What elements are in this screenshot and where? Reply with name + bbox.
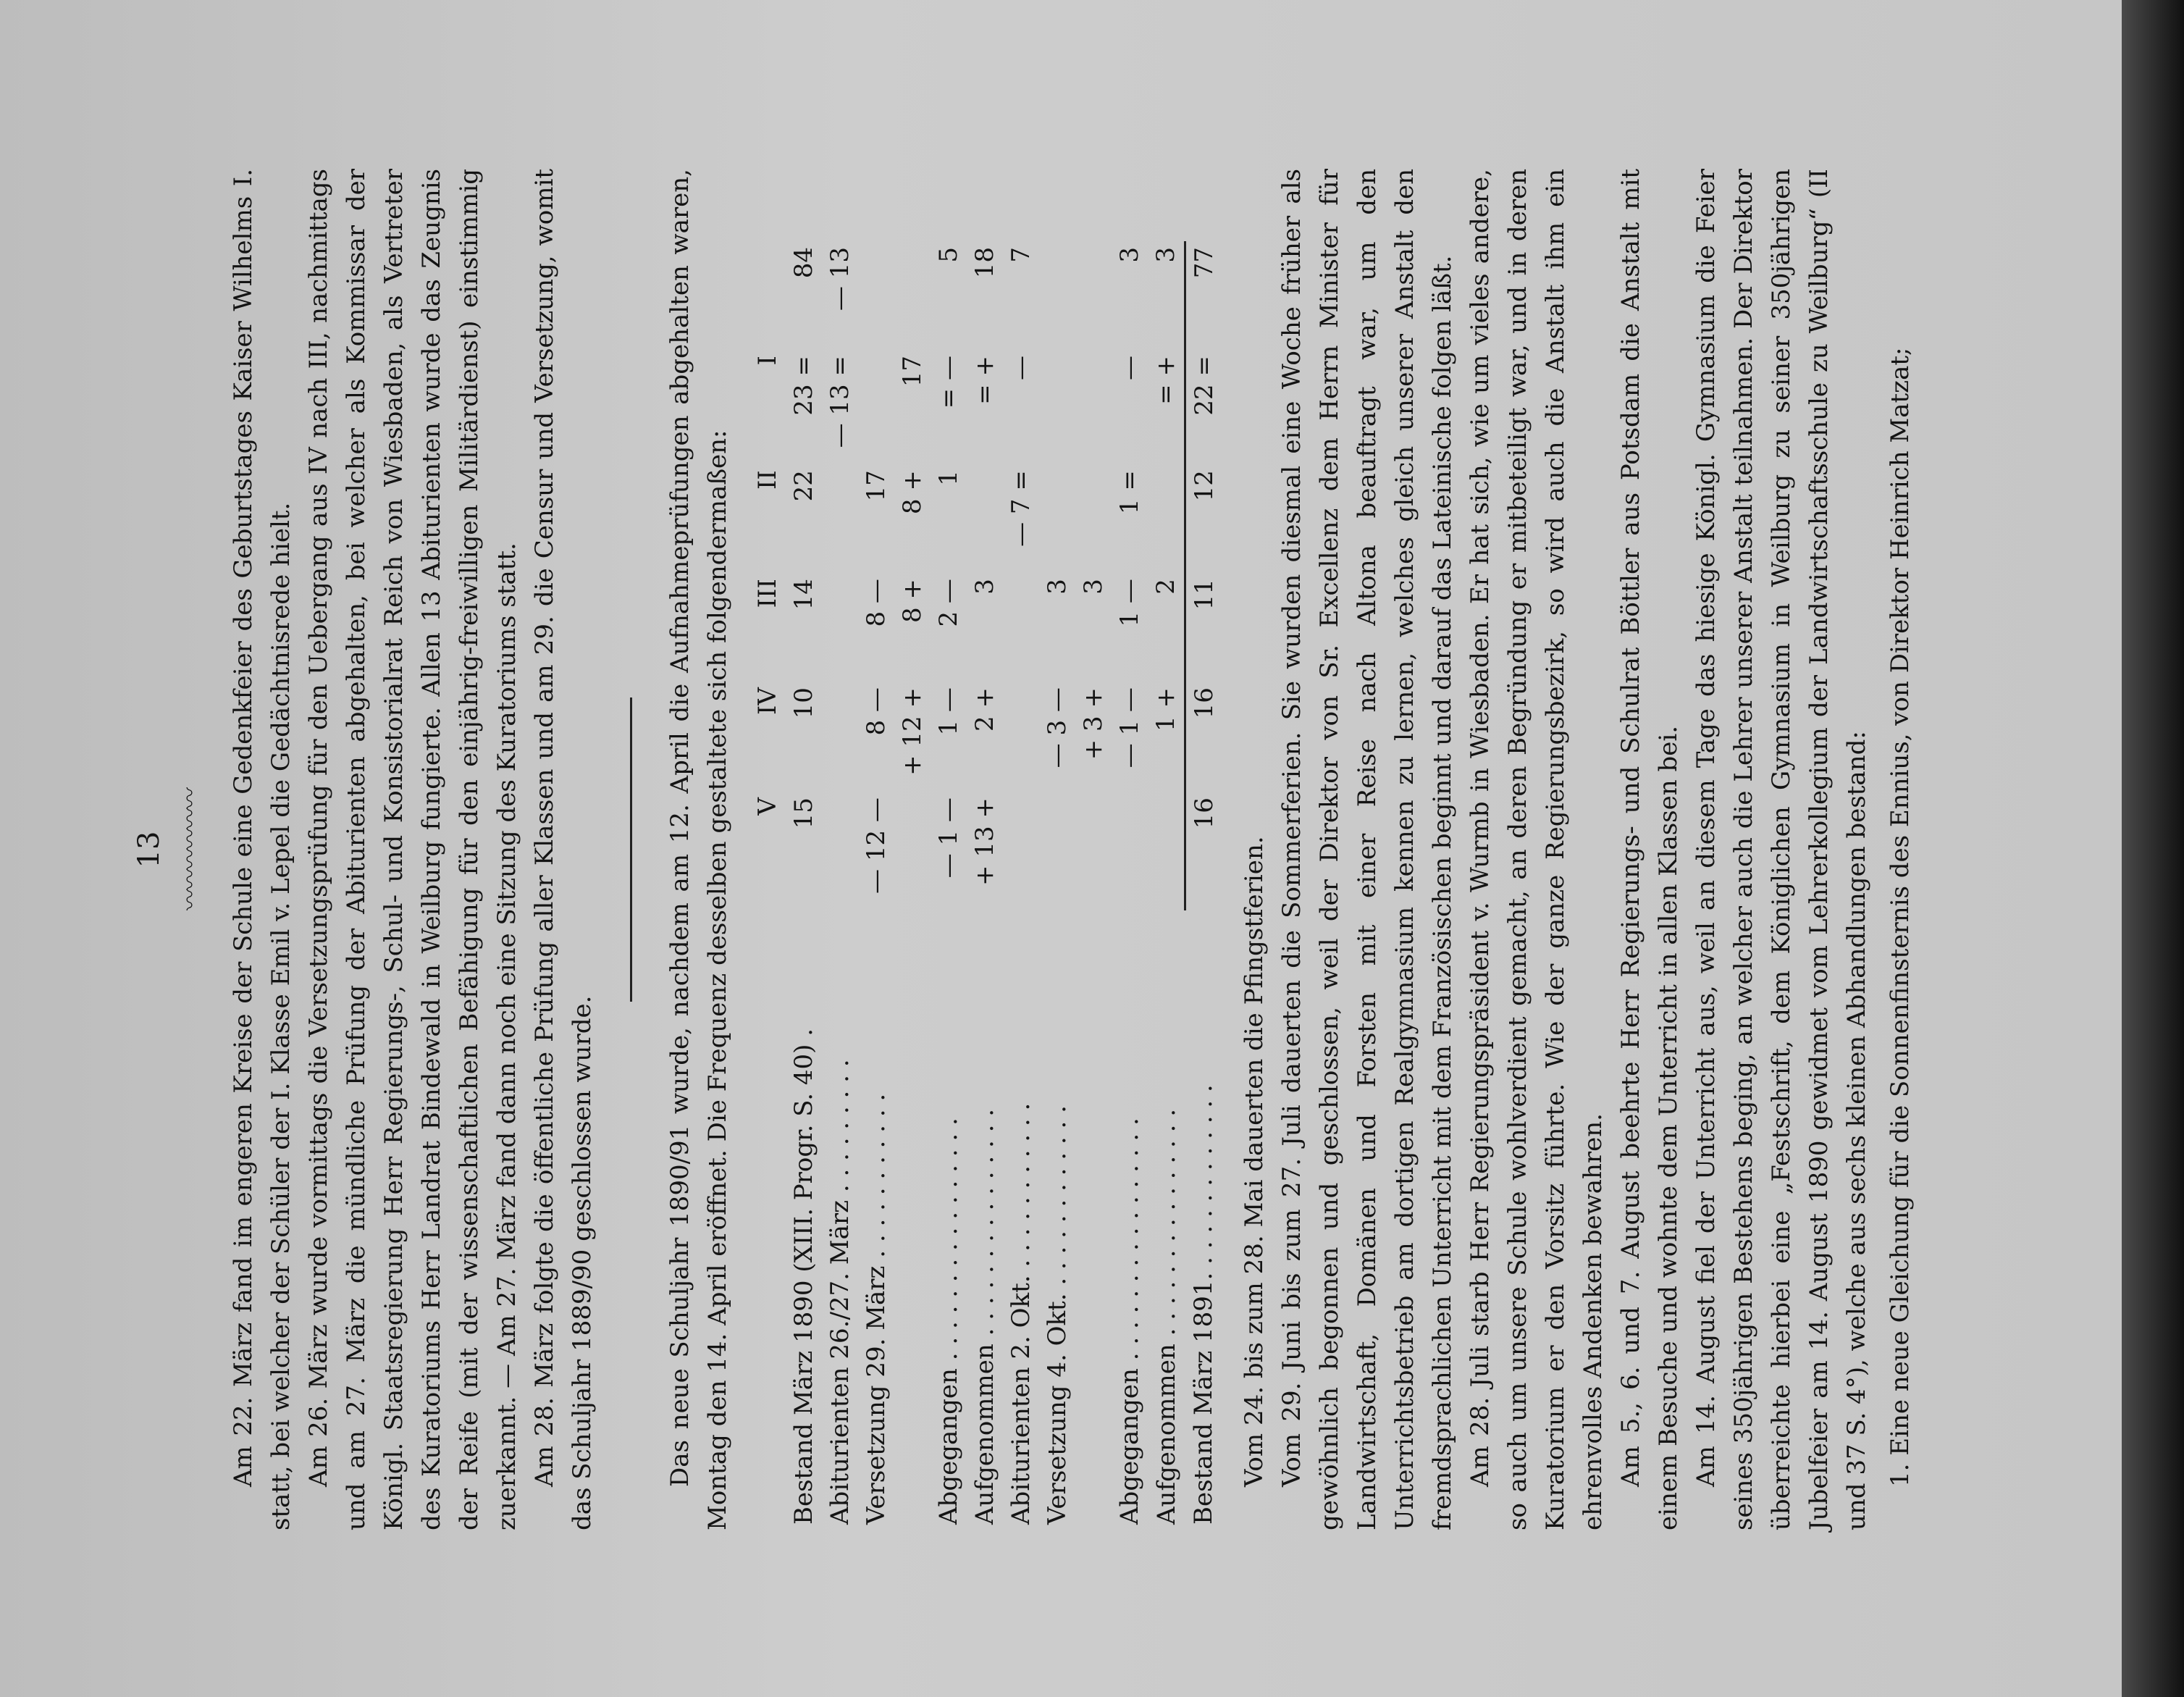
table-cell: — 1 —	[1115, 687, 1144, 768]
table-cell: 2 —	[934, 579, 963, 627]
table-cell: — 1 —	[934, 797, 963, 879]
table-cell: 1 —	[934, 687, 963, 736]
row-label: Abiturienten 2. Okt. . . . . . . . . . . .	[1007, 1102, 1036, 1525]
table-cell: 3	[1151, 247, 1180, 263]
table-header-cell	[749, 241, 786, 350]
table-cell: — 7 =	[1007, 470, 1036, 547]
table-cell: 2 +	[970, 687, 999, 732]
table-header-cell: II	[753, 470, 782, 490]
table-row	[1112, 241, 1148, 1530]
table-cell	[1039, 792, 1075, 910]
table-header-label	[749, 910, 786, 1530]
table-cell	[1075, 464, 1112, 573]
paragraph-boettler: Am 5., 6. und 7. August beehrte Herr Regierungs- und Schulrat Böttler aus Potsdam die Anstalt mit einem Besuche und wohnte dem Unterricht in allen Klassen bei.	[1616, 169, 1683, 1530]
table-cell: —	[1007, 356, 1036, 381]
table-cell	[858, 241, 894, 350]
table-cell: 16	[1185, 792, 1223, 910]
table-cell: 8 —	[862, 579, 891, 627]
row-label: Versetzung 4. Okt. . . . . . . . . . . . .	[1043, 1105, 1072, 1525]
table-cell: —	[1115, 356, 1144, 381]
table-cell: 11	[1185, 573, 1223, 682]
row-label	[894, 910, 931, 1530]
decorative-wave: 〰〰〰〰〰〰	[178, 789, 203, 910]
table-cell: — 13	[826, 247, 854, 311]
table-cell: 3	[1043, 579, 1072, 595]
table-cell: 1 —	[1115, 579, 1144, 627]
table-cell	[1039, 241, 1075, 350]
table-cell	[1003, 573, 1039, 682]
row-label: Bestand März 1891. . . . . . . . . . . . .	[1189, 1084, 1219, 1525]
table-cell: + 13 +	[970, 797, 999, 886]
table-cell	[1003, 792, 1039, 910]
table-cell: 5	[934, 247, 963, 263]
frequency-table	[749, 241, 1222, 1530]
table-cell: 3	[1115, 247, 1144, 263]
section-divider	[630, 697, 632, 1002]
table-header-cell: III	[753, 579, 782, 608]
paragraph-neues-schuljahr: Das neue Schuljahr 1890/91 wurde, nachdem am 12. April die Aufnahmeprüfungen abgehalten waren, Montag den 14. April eröffnet. Die Frequenz desselben gestaltete sich folgendermaßen:	[665, 169, 732, 1530]
paragraph-jubelfeier: Am 14. August fiel der Unterricht aus, weil an diesem Tage das hiesige Königl. Gymnasium die Feier seines 350jährigen Bestehens beging, an welcher auch die Lehrer unserer Anstalt teilnahmen. Der Direktor überreichte hierbei eine „Festschrift, dem Königlichen Gymnasium in Weilburg zu seiner 350jährigen Jubelfeier am 14. August 1890 gewidmet vom Lehrerkollegium der Landwirtschaftsschule zu Weilburg“ (II und 37 S. 4°), welche aus sechs kleinen Abhandlungen bestand:	[1692, 169, 1871, 1530]
table-cell: + 12 +	[898, 687, 927, 776]
table-cell: 18	[970, 247, 999, 279]
table-row	[1003, 241, 1039, 1530]
table-cell: 22 =	[1185, 350, 1223, 464]
page-content	[130, 169, 1919, 1530]
table-cell	[1075, 241, 1112, 350]
table-row	[1148, 241, 1185, 1530]
row-label: Abiturienten 26./27. März . . . . . . . . .	[826, 1059, 854, 1525]
list-item: 1. Eine neue Gleichung für die Sonnenfinsternis des Ennius, von Direktor Heinrich Matzat;	[1886, 347, 1915, 1487]
table-row	[894, 241, 931, 1530]
table-cell	[822, 792, 858, 910]
table-row	[1075, 241, 1112, 1530]
paragraph-oeffentliche-pruefung: Am 28. März folgte die öffentliche Prüfung aller Klassen und am 29. die Censur und Versetzung, womit das Schuljahr 1889/90 geschlossen wurde.	[530, 169, 597, 1530]
table-cell: 3	[970, 579, 999, 595]
row-label: Aufgenommen . . . . . . . . . . . . . . .	[970, 1108, 999, 1525]
table-cell: 84	[789, 247, 818, 279]
table-cell	[822, 682, 858, 792]
paragraph-wurmb: Am 28. Juli starb Herr Regierungspräsident v. Wurmb in Wiesbaden. Er hat sich, wie um vieles andere, so auch um unsere Schule wohlverdient gemacht, an deren Begründung er mitbeteiligt war, und in deren Kuratorium er den Vorsitz führte. Wie der ganze Regierungsbezirk, so wird auch die Anstalt ihm ein ehrenvolles Andenken bewahren.	[1466, 169, 1608, 1530]
table-cell: = —	[934, 356, 963, 409]
table-cell: — 3 —	[1043, 687, 1072, 768]
table-cell	[894, 792, 931, 910]
table-cell: 8 +	[898, 470, 927, 515]
table-cell: 8 —	[862, 687, 891, 736]
table-cell: 77	[1185, 241, 1223, 350]
table-cell	[858, 350, 894, 464]
table-cell	[1003, 682, 1039, 792]
row-label	[1075, 910, 1112, 1530]
paragraph-sommerferien: Vom 29. Juni bis zum 27. Juli dauerten die Sommerferien. Sie wurden diesmal eine Woche früher als gewöhnlich begonnen und geschlossen, weil der Direktor von Sr. Excellenz dem Herrn Minister für Landwirtschaft, Domänen und Forsten mit einer Reise nach Altona beauftragt war, um den Unterrichtsbetrieb am dortigen Realgymnasium kennen zu lernen, welches gleich unserer Anstalt den fremdsprachlichen Unterricht mit dem Französischen beginnt und darauf das Lateinische folgen läßt.	[1277, 169, 1457, 1530]
row-label: Versetzung 29. März . . . . . . . . . . .	[862, 1093, 891, 1525]
table-cell: 17	[898, 356, 927, 387]
table-cell: 1 =	[1115, 470, 1144, 515]
row-label: Abgegangen . . . . . . . . . . . . . . . .	[1115, 1118, 1144, 1525]
table-cell: 1 +	[1151, 687, 1180, 732]
abhandlungen-list	[1881, 169, 1919, 1530]
table-cell: 23 =	[789, 356, 818, 416]
table-cell: + 3 +	[1079, 687, 1108, 760]
table-cell	[1039, 350, 1075, 464]
table-cell	[822, 464, 858, 573]
table-header-cell: IV	[753, 687, 782, 716]
table-cell	[1039, 464, 1075, 573]
table-row	[1039, 241, 1075, 1530]
table-cell: 10	[789, 687, 818, 719]
table-cell: — 12 —	[862, 797, 891, 894]
table-cell: 16	[1185, 682, 1223, 792]
table-cell	[967, 464, 1003, 573]
table-cell: = +	[1151, 356, 1180, 405]
table-cell: 12	[1185, 464, 1223, 573]
paragraph-versetzungspruefung: Am 26. März wurde vormittags die Versetzungsprüfung für den Uebergang aus IV nach III, nachmittags und am 27. März die mündliche Prüfung der Abiturienten abgehalten, bei welcher als Kommissar der Königl. Staatsregierung Herr Regierungs-, Schul- und Konsistorialrat Reich von Wiesbaden, als Vertreter des Kuratoriums Herr Landrat Bindewald in Weilburg fungierte. Allen 13 Abiturienten wurde das Zeugnis der Reife (mit der wissenschaftlichen Befähigung für den einjährig-freiwilligen Militärdienst) einstimmig zuerkannt. — Am 27. März fand dann noch eine Sitzung des Kuratoriums statt.	[304, 169, 521, 1530]
table-row	[967, 241, 1003, 1530]
table-cell: 1	[934, 470, 963, 486]
row-label: Abgegangen . . . . . . . . . . . . . . . .	[934, 1118, 963, 1525]
paragraph-kaiser-wilhelm: Am 22. März fand im engeren Kreise der Schule eine Gedenkfeier des Geburtstages Kaiser Wilhelms I. statt, bei welcher der Schüler der I. Klasse Emil v. Lepel die Gedächtnisrede hielt.	[229, 169, 295, 1530]
table-row	[786, 241, 822, 1530]
table-cell	[1112, 792, 1148, 910]
table-cell	[894, 241, 931, 350]
table-header-row	[749, 241, 786, 1530]
table-cell	[1148, 464, 1185, 573]
table-cell: 2	[1151, 579, 1180, 595]
table-header-cell: I	[753, 356, 782, 366]
paragraph-pfingstferien: Vom 24. bis zum 28. Mai dauerten die Pfingstferien.	[1240, 836, 1269, 1487]
table-cell	[822, 573, 858, 682]
row-label: Bestand März 1890 (XIII. Progr. S. 40) .	[789, 1028, 818, 1525]
table-row	[858, 241, 894, 1530]
table-header-cell: V	[753, 797, 782, 816]
table-cell: — 13 =	[826, 356, 854, 448]
table-cell: 22	[789, 470, 818, 502]
row-label: Aufgenommen . . . . . . . . . . . . . . .	[1151, 1108, 1181, 1525]
table-cell: 17	[862, 470, 891, 502]
table-cell	[1075, 792, 1112, 910]
table-cell: 8 +	[898, 579, 927, 624]
table-cell: 3	[1079, 579, 1108, 595]
book-gutter	[2122, 0, 2184, 1697]
table-cell: 15	[789, 797, 818, 829]
table-cell	[1075, 350, 1112, 464]
page-number: 13	[133, 831, 166, 868]
table-row	[931, 241, 967, 1530]
table-cell: 7	[1007, 247, 1036, 263]
table-cell	[1148, 792, 1185, 910]
table-total-row	[1185, 241, 1223, 1530]
table-cell: 14	[789, 579, 818, 611]
table-cell: = +	[970, 356, 999, 405]
table-row	[822, 241, 858, 1530]
